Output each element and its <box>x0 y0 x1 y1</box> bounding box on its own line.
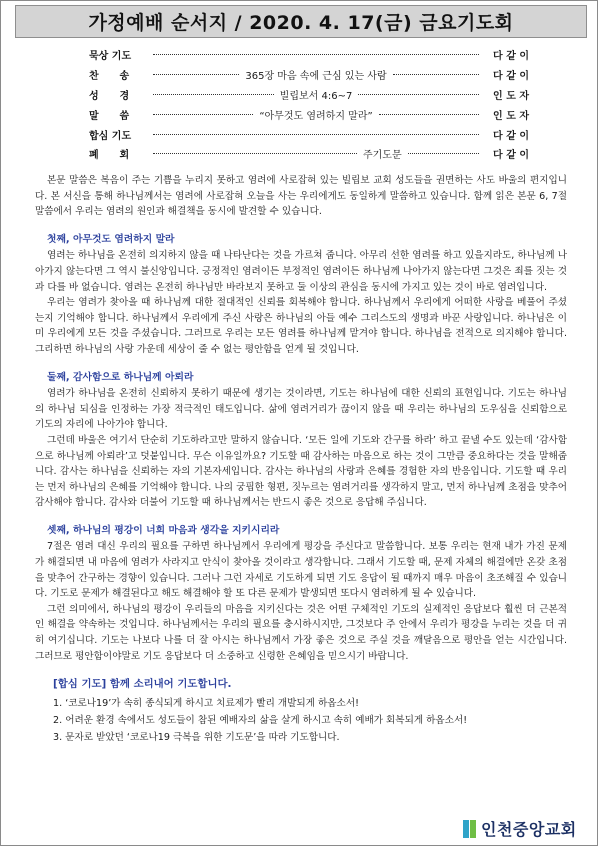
dot-leader <box>153 114 253 115</box>
dot-leader <box>153 94 274 95</box>
order-row <box>89 45 529 65</box>
title-bar <box>15 5 587 38</box>
dot-leader <box>153 74 239 75</box>
order-content: 주기도문 <box>362 150 402 162</box>
paragraph: 7절은 염려 대신 우리의 필요를 구하면 하나님께서 우리에게 평강을 주신다고 말씀합니다. 보통 우리는 현재 내가 가진 문제가 해결되면 내 마음에 염려가 사라지고 안식이 찾아올 것이라고 생각합니다. 그래서 기도할 때, 문제 자체의 해결에만 온갖 초점을 맞추어 간구하는 경향이 있습니다. 그러나 그런 자세로 기도하게 되면 기도 응답이 될 때까지 매우 마음이 초조해질 수 있습니다. 기도로 문제가 해결된다고 해도 해결해야 할 또 다른 문제가 발생되면 또다시 염려하게 될 수 있습니다. <box>35 541 567 600</box>
church-logo <box>463 817 577 840</box>
order-row <box>89 124 529 144</box>
order-person: 다 같 이 <box>493 130 529 142</box>
order-label: 묵상 기도 <box>89 51 132 63</box>
order-row <box>89 65 529 85</box>
prayer-item: 1. ‘코로나19’가 속히 종식되게 하시고 치료제가 빨리 개발되게 하옵소서! <box>53 697 359 709</box>
paragraph: 염려가 하나님을 온전히 신뢰하지 못하기 때문에 생기는 것이라면, 기도는 하나님에 대한 신뢰의 표현입니다. 기도는 하나님의 하나님 되심을 인정하는 가장 적극적인 태도입니다. 삶에 염려거리가 끊이지 않을 때 우리는 하나님의 도우심을 신뢰함으로 기도의 자리에 나아가야 합니다. <box>35 388 567 431</box>
sermon-body <box>35 173 567 746</box>
church-name: 인천중앙교회 <box>481 820 577 839</box>
church-logo-icon <box>463 820 477 838</box>
order-person: 인 도 자 <box>493 90 529 102</box>
paragraph: 그런 의미에서, 하나님의 평강이 우리들의 마음을 지키신다는 것은 어떤 구체적인 기도의 실제적인 응답보다 훨씬 더 근본적인 해결을 약속하는 것입니다. 하나님께서는 우리의 필요를 충시하시지만, 그것보다 주 안에서 우리가 평강을 누리는 것을 더 귀히 여기십니다. 기도는 나보다 나를 더 잘 아시는 하나님께서 가장 좋은 것으로 주실 것을 깨달음으로 평안을 얻는 시간입니다. 그러므로 평안함이야말로 기도 응답보다 더 소중하고 신령한 은혜임을 믿으시기 바랍니다. <box>35 603 567 662</box>
dot-leader <box>153 54 479 55</box>
order-label: 성 경 <box>89 90 130 102</box>
paragraph: 그런데 바울은 여기서 단순히 기도하라고만 말하지 않습니다. ‘모든 일에 기도와 간구를 하라’ 하고 끝낼 수도 있는데 ‘감사함으로 하나님께 아뢰라’고 덧붙입니다. 무슨 이유일까요? 기도할 때 감사하는 마음으로 하는 것이 그만큼 중요하다는 것을 말해줍니다. 감사는 하나님을 신뢰하는 자의 기본자세입니다. 감사는 하나님의 사랑과 은혜를 경험한 자의 반응입니다. 기도할 때 우리는 먼저 하나님의 은혜를 기억해야 합니다. 나의 궁핍한 형편, 짓누르는 염려거리를 생각하지 말고, 먼저 하나님께 초점을 맞추어 감사해야 합니다. 감사와 더불어 기도할 때 하나님께서는 반드시 좋은 것으로 응답해 주십니다. <box>35 434 567 509</box>
dot-leader <box>358 94 479 95</box>
order-label: 찬 송 <box>89 71 130 83</box>
section-heading: 첫째, 아무것도 염려하지 말라 <box>47 233 175 245</box>
prayer-item: 3. 문자로 받았던 ‘코로나19 극복을 위한 기도문’을 따라 기도합니다. <box>53 731 340 743</box>
order-person: 다 같 이 <box>493 150 529 162</box>
intro-paragraph: 본문 말씀은 복음이 주는 기쁨을 누리지 못하고 염려에 사로잡혀 있는 빌립보 교회 성도들을 권면하는 사도 바울의 편지입니다. 본 서신을 통해 하나님께서는 염려에 사로잡혀 오늘을 사는 우리에게도 동일하게 말씀하고 있습니다. 함께 읽은 본문 6, 7절 말씀에서 우리는 염려의 원인과 해결책을 동시에 발견할 수 있습니다. <box>35 175 567 218</box>
dot-leader <box>379 114 479 115</box>
order-row <box>89 85 529 105</box>
dot-leader <box>153 153 357 154</box>
order-person: 다 같 이 <box>493 71 529 83</box>
paragraph: 우리는 염려가 찾아올 때 하나님께 대한 절대적인 신뢰를 회복해야 합니다. 하나님께서 우리에게 어떠한 사랑을 베풀어 주셨는지 기억해야 합니다. 하나님께서 우리에게 주신 사랑은 하나님의 아들 예수 그리스도의 생명과 바꾼 사랑입니다. 하나님은 이미 우리에게 모든 것을 주셨습니다. 그러므로 우리는 모든 염려를 하나님께 맡겨야 합니다. 하나님을 전적으로 의지해야 합니다. 그리하면 하나님의 사랑 가운데 세상이 줄 수 없는 평안함을 얻게 될 것입니다. <box>35 297 567 355</box>
worship-order <box>89 45 529 164</box>
dot-leader <box>393 74 479 75</box>
prayer-heading: [합심 기도] 함께 소리내어 기도합니다. <box>53 678 232 691</box>
order-label: 합심 기도 <box>89 130 132 142</box>
paragraph: 염려는 하나님을 온전히 의지하지 않을 때 나타난다는 것을 가르쳐 줍니다. 아무리 선한 염려를 하고 있을지라도, 하나님께 나아가지 않는다면 그 역시 불신앙입니다. 긍정적인 염려이든 부정적인 염려이든 하나님께 나아가지 않는다면 그것은 죄를 짓는 것과 다를 바 없습니다. 염려는 온전히 하나님만 바라보지 못하고 둘 이상의 관심을 동시에 가지고 있는 것이 바로 염려입니다. <box>35 250 567 293</box>
order-person: 다 같 이 <box>493 51 529 63</box>
prayer-item: 2. 어려운 환경 속에서도 성도들이 참된 예배자의 삶을 살게 하시고 속히 예배가 회복되게 하옵소서! <box>53 714 468 726</box>
dot-leader <box>153 134 479 135</box>
order-content: 365장 마음 속에 근심 있는 사람 <box>245 71 387 83</box>
page-title: 가정예배 순서지 / 2020. 4. 17(금) 금요기도회 <box>88 12 514 34</box>
section-heading: 둘째, 감사함으로 하나님께 아뢰라 <box>47 371 194 383</box>
section-heading: 셋째, 하나님의 평강이 너희 마음과 생각을 지키시리라 <box>47 524 280 536</box>
order-row <box>89 144 529 164</box>
dot-leader <box>408 153 479 154</box>
order-content: 빌립보서 4:6~7 <box>279 90 353 102</box>
order-row <box>89 104 529 124</box>
order-label: 말 씀 <box>89 110 130 122</box>
order-label: 폐 회 <box>89 150 130 162</box>
order-person: 인 도 자 <box>493 110 529 122</box>
order-content: “아무것도 염려하지 말라” <box>259 110 373 122</box>
